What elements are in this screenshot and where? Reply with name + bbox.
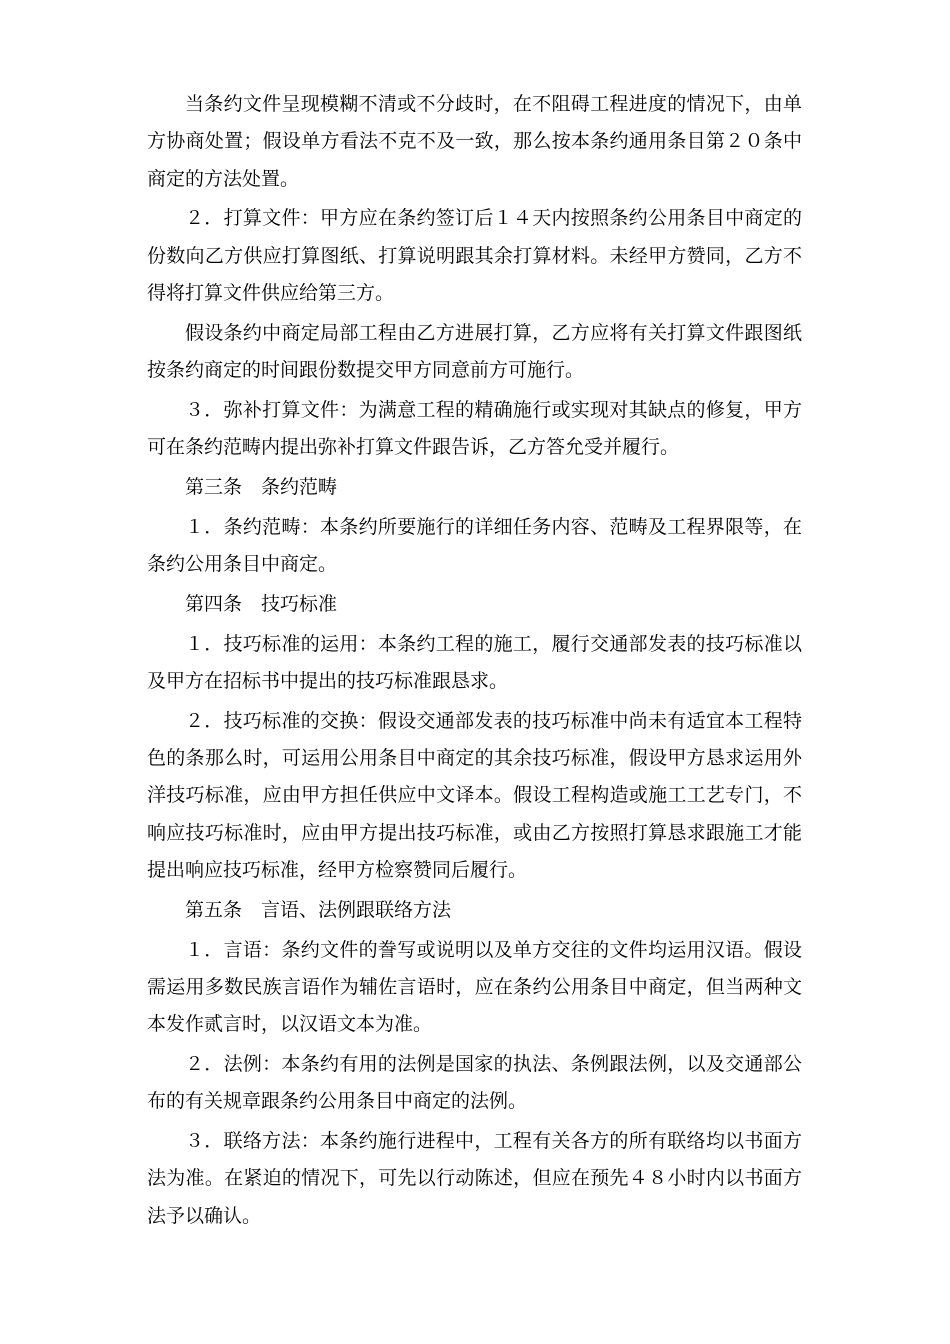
heading-article-3: 第三条 条约范畴: [185, 475, 338, 498]
paragraph-regulations: ２．法例：本条约有用的法例是国家的执法、条例跟法例，以及交通部公布的有关规章跟条约公用条目中商定的法例。: [147, 1052, 802, 1113]
paragraph-standards-exchange: ２．技巧标准的交换：假设交通部发表的技巧标准中尚未有适宜本工程特色的条那么时，可运用公用条目中商定的其余技巧标准，假设甲方恳求运用外洋技巧标准，应由甲方担任供应中文译本。假设工程构造或施工工艺专门，不响应技巧标准时，应由甲方提出技巧标准，或由乙方按照打算恳求跟施工才能提出响应技巧标准，经甲方检察赞同后履行。: [147, 709, 802, 881]
paragraph-contract-scope: １．条约范畴：本条约所要施行的详细任务内容、范畴及工程界限等，在条约公用条目中商定。: [147, 515, 802, 576]
heading-article-5: 第五条 言语、法例跟联络方法: [185, 898, 452, 921]
paragraph-standards-use: １．技巧标准的运用：本条约工程的施工，履行交通部发表的技巧标准以及甲方在招标书中提出的技巧标准跟恳求。: [147, 632, 802, 692]
paragraph-supplementary-design: ３．弥补打算文件：为满意工程的精确施行或实现对其缺点的修复，甲方可在条约范畴内提出弥补打算文件跟告诉，乙方答允受并履行。: [147, 398, 802, 459]
paragraph-communication: ３．联络方法：本条约施行进程中，工程有关各方的所有联络均以书面方法为准。在紧迫的情况下，可先以行动陈述，但应在预先４８小时内以书面方法予以确认。: [147, 1130, 802, 1227]
paragraph-dispute-resolution: 当条约文件呈现模糊不清或不分歧时，在不阻碍工程进度的情况下，由单方协商处置；假设单方看法不克不及一致，那么按本条约通用条目第２０条中商定的方法处置。: [147, 93, 802, 190]
document-page: [147, 86, 802, 1237]
paragraph-language: １．言语：条约文件的誊写或说明以及单方交往的文件均运用汉语。假设需运用多数民族言语作为辅佐言语时，应在条约公用条目中商定，但当两种文本发作贰言时，以汉语文本为准。: [147, 938, 802, 1036]
paragraph-design-documents: ２．打算文件：甲方应在条约签订后１４天内按照条约公用条目中商定的份数向乙方供应打算图纸、打算说明跟其余打算材料。未经甲方赞同，乙方不得将打算文件供应给第三方。: [147, 207, 802, 304]
heading-article-4: 第四条 技巧标准: [185, 592, 338, 615]
paragraph-contractor-design: 假设条约中商定局部工程由乙方进展打算，乙方应将有关打算文件跟图纸按条约商定的时间跟份数提交甲方同意前方可施行。: [147, 321, 802, 382]
